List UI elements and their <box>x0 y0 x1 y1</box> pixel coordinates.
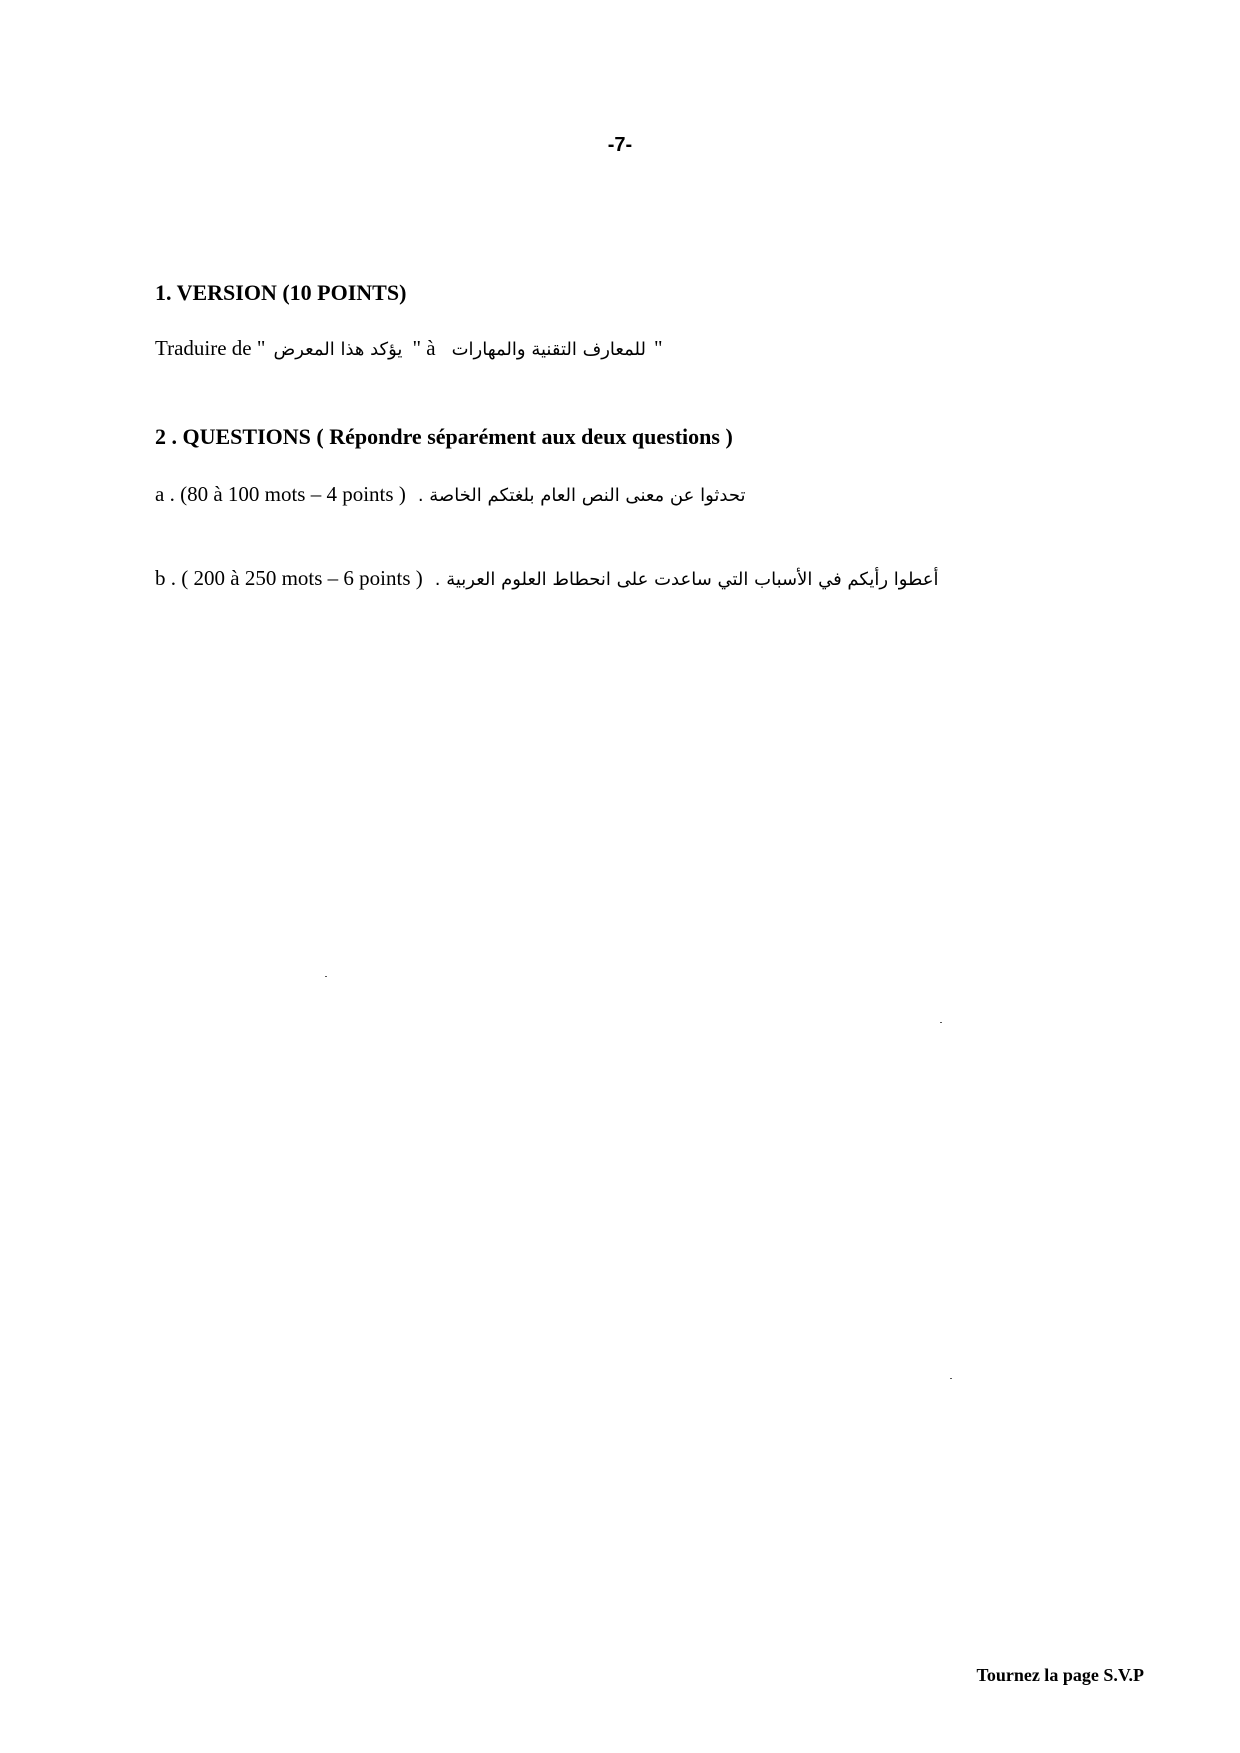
arabic-target-phrase: للمعارف التقنية والمهارات <box>451 339 646 360</box>
page-number: -7- <box>607 134 633 156</box>
arabic-source-phrase: يؤكد هذا المعرض <box>273 339 403 360</box>
question-a-arabic: تحدثوا عن معنى النص العام بلغتكم الخاصة . <box>417 485 746 506</box>
scan-speck <box>940 1022 942 1023</box>
section-1-instruction <box>155 336 663 361</box>
instruction-middle: " à <box>412 336 436 360</box>
section-2-heading: 2 . QUESTIONS ( Répondre séparément aux deux questions ) <box>155 424 733 449</box>
section-1-heading: 1. VERSION (10 POINTS) <box>155 280 407 305</box>
question-a-prefix: a . (80 à 100 mots – 4 points ) <box>155 482 406 506</box>
question-b-arabic: أعطوا رأيكم في الأسباب التي ساعدت على انحطاط العلوم العربية . <box>434 569 939 590</box>
scan-speck <box>325 976 327 977</box>
question-b <box>155 566 939 591</box>
scan-speck <box>950 1378 952 1379</box>
question-a <box>155 482 745 507</box>
instruction-suffix: " <box>653 336 663 360</box>
question-b-prefix: b . ( 200 à 250 mots – 6 points ) <box>155 566 423 590</box>
instruction-prefix: Traduire de " <box>155 336 266 360</box>
footer-turn-page: Tournez la page S.V.P <box>976 1665 1144 1685</box>
